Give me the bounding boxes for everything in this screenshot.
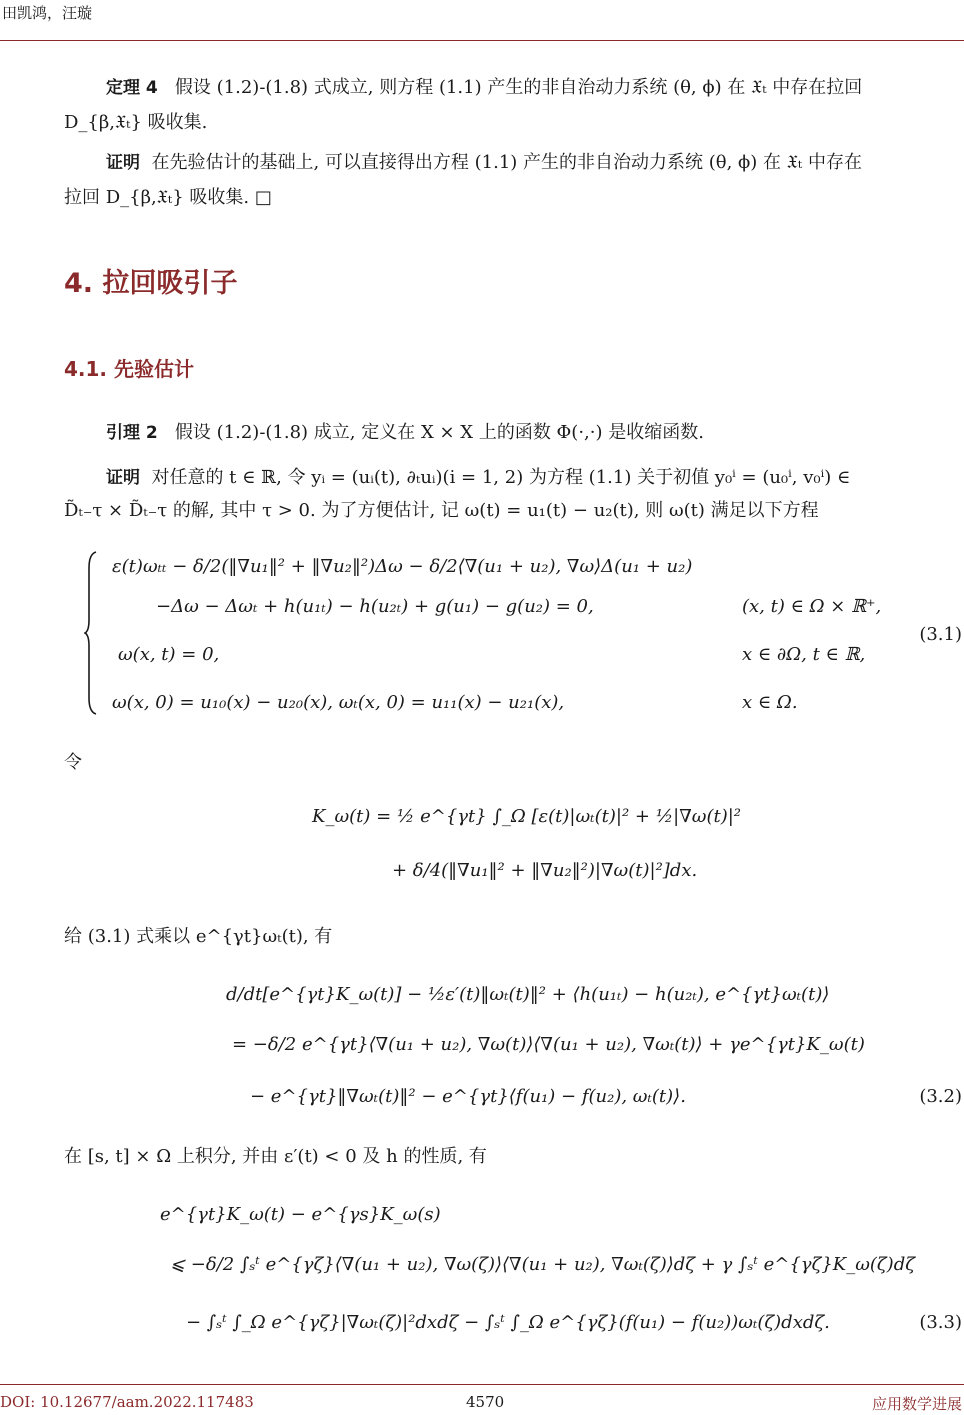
subsection-heading bbox=[64, 352, 964, 387]
page-footer bbox=[0, 1384, 964, 1415]
eq31-line-2: −Δω − Δωₜ + h(u₁ₜ) − h(u₂ₜ) + g(u₁) − g(u₂) = 0, bbox=[156, 596, 594, 617]
section-heading bbox=[64, 266, 964, 301]
eqk-line-1: K_ω(t) = ½ e^{γt} ∫_Ω [ε(t)|ωₜ(t)|² + ½|∇ω(t)|² bbox=[312, 806, 742, 827]
eqk-line-2: + δ/4(‖∇u₁‖² + ‖∇u₂‖²)|∇ω(t)|²]dx. bbox=[392, 860, 698, 881]
theorem-4-label: 定理 4 bbox=[106, 78, 158, 98]
eq31-condition-4: x ∈ Ω. bbox=[742, 692, 798, 713]
proof-2-label: 证明 bbox=[106, 468, 140, 488]
proof-2-line-1 bbox=[106, 460, 850, 496]
footer-journal: 应用数学进展 bbox=[871, 1395, 962, 1413]
eq33-line-3: − ∫ₛᵗ ∫_Ω e^{γζ}|∇ωₜ(ζ)|²dxdζ − ∫ₛᵗ ∫_Ω e^{γζ}(f(u₁) − f(u₂))ωₜ(ζ)dxdζ. bbox=[186, 1312, 830, 1333]
eq31-line-3: ω(x, t) = 0, bbox=[118, 644, 220, 665]
lemma-2-text: 假设 (1.2)-(1.8) 成立, 定义在 X × X 上的函数 Φ(·,·) 是收缩函数. bbox=[174, 422, 704, 443]
subsection-title: 先验估计 bbox=[114, 357, 194, 381]
eq31-line-1: ε(t)ωₜₜ − δ/2(‖∇u₁‖² + ‖∇u₂‖²)Δω − δ/2⟨∇(u₁ + u₂), ∇ω⟩Δ(u₁ + u₂) bbox=[112, 556, 693, 577]
eq31-line-4: ω(x, 0) = u₁₀(x) − u₂₀(x), ωₜ(x, 0) = u₁₁(x) − u₂₁(x), bbox=[112, 692, 565, 713]
lemma-2-line bbox=[106, 415, 704, 451]
integrate-text: 在 [s, t] × Ω 上积分, 并由 ε′(t) < 0 及 h 的性质, 有 bbox=[64, 1146, 487, 1167]
theorem-4-line-1 bbox=[106, 70, 862, 106]
eq32-line-3: − e^{γt}‖∇ωₜ(t)‖² − e^{γt}⟨f(u₁) − f(u₂), ωₜ(t)⟩. bbox=[250, 1086, 686, 1107]
proof-1-line-1 bbox=[106, 145, 862, 181]
theorem-4-text-2: D_{β,𝔛ₜ} 吸收集. bbox=[64, 112, 208, 133]
theorem-4-text: 假设 (1.2)-(1.8) 式成立, 则方程 (1.1) 产生的非自治动力系统 (θ, ϕ) 在 𝔛ₜ 中存在拉回 bbox=[174, 77, 863, 98]
proof-2-text-2: D̃ₜ₋τ × D̃ₜ₋τ 的解, 其中 τ > 0. 为了方便估计, 记 ω(t) = u₁(t) − u₂(t), 则 ω(t) 满足以下方程 bbox=[64, 500, 819, 521]
eq32-tag: (3.2) bbox=[919, 1086, 962, 1107]
multiply-text: 给 (3.1) 式乘以 e^{γt}ωₜ(t), 有 bbox=[64, 926, 333, 947]
proof-2-text: 对任意的 t ∈ ℝ, 令 yᵢ = (uᵢ(t), ∂ₜuᵢ)(i = 1, 2) 为方程 (1.1) 关于初值 y₀ⁱ = (u₀ⁱ, v₀ⁱ) ∈ bbox=[151, 467, 851, 488]
proof-1-text: 在先验估计的基础上, 可以直接得出方程 (1.1) 产生的非自治动力系统 (θ, ϕ) 在 𝔛ₜ 中存在 bbox=[151, 152, 862, 173]
eq32-line-2: = −δ/2 e^{γt}⟨∇(u₁ + u₂), ∇ω(t)⟩⟨∇(u₁ + u₂), ∇ωₜ(t)⟩ + γe^{γt}K_ω(t) bbox=[232, 1034, 865, 1055]
eq31-condition-2: (x, t) ∈ Ω × ℝ⁺, bbox=[742, 596, 882, 617]
eq31-condition-3: x ∈ ∂Ω, t ∈ ℝ, bbox=[742, 644, 866, 665]
eq33-line-1: e^{γt}K_ω(t) − e^{γs}K_ω(s) bbox=[160, 1204, 441, 1225]
subsection-number: 4.1. bbox=[64, 357, 108, 381]
let-text: 令 bbox=[64, 752, 82, 773]
lemma-2-label: 引理 2 bbox=[106, 423, 158, 443]
footer-doi[interactable]: DOI: 10.12677/aam.2022.117483 bbox=[0, 1393, 254, 1411]
footer-page-number: 4570 bbox=[466, 1393, 505, 1411]
eq31-tag: (3.1) bbox=[919, 624, 962, 645]
proof-1-text-2: 拉回 D_{β,𝔛ₜ} 吸收集. □ bbox=[64, 187, 272, 208]
eq33-line-2: ⩽ −δ/2 ∫ₛᵗ e^{γζ}⟨∇(u₁ + u₂), ∇ω(ζ)⟩⟨∇(u₁ + u₂), ∇ωₜ(ζ)⟩dζ + γ ∫ₛᵗ e^{γζ}K_ω(ζ)dζ bbox=[170, 1254, 915, 1275]
eq33-tag: (3.3) bbox=[919, 1312, 962, 1333]
section-title: 拉回吸引子 bbox=[102, 268, 238, 299]
header-authors: 田凯鸿，汪璇 bbox=[2, 4, 93, 22]
eq32-line-1: d/dt[e^{γt}K_ω(t)] − ½ε′(t)‖ωₜ(t)‖² + ⟨h(u₁ₜ) − h(u₂ₜ), e^{γt}ωₜ(t)⟩ bbox=[226, 984, 830, 1005]
page-header bbox=[0, 0, 964, 41]
proof-1-label: 证明 bbox=[106, 153, 140, 173]
left-brace-icon bbox=[84, 550, 98, 716]
section-number: 4. bbox=[64, 268, 94, 299]
